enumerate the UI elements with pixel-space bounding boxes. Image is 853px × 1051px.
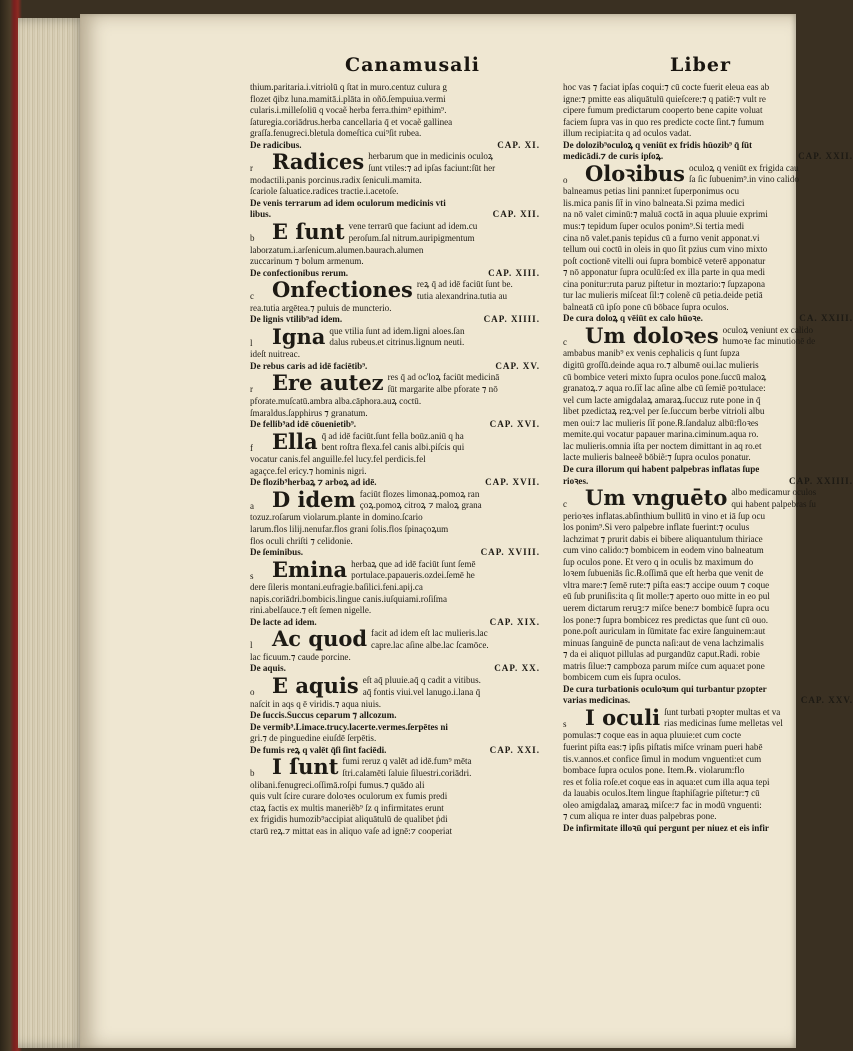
- text-line: vene terrarū que faciunt ad idem.cu: [348, 221, 478, 232]
- margin-letter: o: [563, 174, 568, 185]
- text-line: granatoꝝ.⁊ aqua ro.ſit̄ lac aſine albe cū ſemiē poꝛtulace:: [563, 383, 766, 394]
- text-line: lis.mica panis ſit̄ in vino balneata.Si pzima medici: [563, 197, 745, 208]
- text-line: cina nō valet.panis tepidus cū a furno venit apponat.vi: [563, 232, 760, 243]
- rubric-text: De rebus caris ad idē faciētib⁹.: [250, 360, 368, 371]
- text-line: minuas ſanguinē de puncta naſi:aut de vena lachzimalis: [563, 637, 764, 648]
- chapter-opening: [250, 279, 540, 303]
- text-line: ſunt vtiles:⁊ ad ipſas faciunt:ſūt her: [368, 162, 496, 173]
- rubric-text: libus.: [250, 209, 271, 220]
- text-line: memite.qui vocatur papauer marina.ciminum.aqua ro.: [563, 429, 759, 440]
- left-column: [250, 82, 540, 838]
- right-column: [563, 82, 853, 834]
- text-line: aq̄ fontis viui.vel lanugo.i.lana q̄: [362, 686, 481, 697]
- text-line: humoꝛe fac minutionē de: [722, 336, 816, 347]
- margin-letter: f: [250, 442, 253, 453]
- rubric-line: [563, 684, 853, 696]
- text-line: fumi reruz q valēt ad idē.fum⁹ mēta: [342, 756, 472, 767]
- rubric-text: De venis terrarum ad idem oculorum medicinis vti: [250, 197, 446, 208]
- text-line: ⁊ da ei aliquot pillulas ad purgandūz caput.Radi. robie: [563, 649, 760, 660]
- chapter-number: CAP. XX.: [494, 663, 540, 674]
- text-line: res et folia roſe.et coque eas in aqua:et cum illa aqua tepi: [563, 776, 770, 787]
- initial-word: E aquis: [272, 672, 359, 698]
- rubric-text: De cura doloꝝ q vēiūt ex calo hūoꝛe.: [563, 313, 703, 324]
- opening-lines: [329, 326, 540, 349]
- text-line: los pone:⁊ ſupra bombicez res predictas que ſunt cū ouo.: [563, 614, 769, 625]
- text-line: fuerint piſta eas:⁊ ipſis piſtatis miſce vrinam pueri habē: [563, 741, 763, 752]
- opening-lines: [363, 675, 540, 698]
- text-line: lacte mulieris balneeẽ bōbiẽ:⁊ ſupra oculos ponatur.: [563, 452, 751, 463]
- chapter-number: CA. XXIII.: [799, 313, 853, 324]
- text-line: oculoꝝ q veniūt ex frigida cau: [688, 162, 799, 173]
- rubric-text: De aquis.: [250, 663, 286, 674]
- text-line: lac ficuum.⁊ caude porcine.: [250, 651, 351, 662]
- margin-letter: o: [250, 686, 255, 697]
- margin-letter: a: [250, 500, 254, 511]
- text-line: uerem dictarum reruꝫ:⁊ miſce bene:⁊ bombicē ſupra ocu: [563, 602, 770, 613]
- rubric-text: medicādi.⁊ de curis ipſoꝝ.: [563, 151, 664, 162]
- text-line: ſa ſic ſubuenim⁹.in vino calido: [688, 174, 799, 185]
- margin-letter: r: [250, 384, 253, 395]
- text-line: que vtilia ſunt ad idem.ligni aloes.ſan: [329, 325, 465, 336]
- text-line: qui habent palpebras ſu: [731, 498, 816, 509]
- initial-word: E ſunt: [272, 219, 345, 245]
- text-line: napis.coriādri.bombicis.lingue canis.iuſquiami.roſiſma: [250, 593, 447, 604]
- rubric-text: rioꝛes.: [563, 475, 589, 486]
- text-line: ſūt margarite albe pforate ⁊ nō: [387, 384, 498, 395]
- text-line: illum recipiat:ita q ad oculos vadat.: [563, 128, 692, 139]
- text-line: faciūt flozes limonaꝝ.pomoꝝ ran: [359, 488, 480, 499]
- text-line: cipere fumum predictarum cooperto bene capite voluat: [563, 105, 763, 116]
- text-line: agaçce.fel ericy.⁊ hominis nigri.: [250, 465, 367, 476]
- margin-letter: b: [250, 768, 255, 779]
- chapter-number: CAP. XIIII.: [483, 314, 540, 325]
- initial-word: Ere autez: [272, 370, 384, 396]
- text-line: perioꝛes inflatas.abſinthium bullitū in vino et iā ſup ocu: [563, 510, 766, 521]
- text-line: rini.abelſauce.⁊ eſt ſemen nigelle.: [250, 605, 372, 616]
- rubric-text: De vermib⁹.Limace.trucy.lacerte.vermes.ſerpētes ni: [250, 721, 448, 732]
- chapter-opening: [250, 221, 540, 245]
- margin-letter: c: [563, 336, 567, 347]
- text-line: ſtri.calamēti ſaluie ſiluestri.coriādri.: [342, 767, 472, 778]
- initial-word: I ſunt: [272, 754, 339, 780]
- text-line: portulace.papaueris.ozdei.ſemē he: [351, 570, 475, 581]
- initial-word: Ella: [272, 428, 318, 454]
- chapter-number: CAP. XV.: [495, 360, 540, 371]
- text-line: bombicem cum eis ſupra oculos.: [563, 672, 681, 683]
- initial-word: I oculi: [585, 704, 661, 730]
- opening-lines: [360, 489, 540, 512]
- text-line: balneatā cū ipſo pone cū bōbace ſupra oculos.: [563, 301, 729, 312]
- rubric-text: De lignis vtilib⁹ad idem.: [250, 314, 343, 325]
- text-line: ſcariole ſaluatice.radices tractie.i.acetoſe.: [250, 186, 399, 197]
- rubric-line: [250, 722, 540, 734]
- text-line: larum.flos lilij.nenufar.flos grani ſolis.flos ſpinaçoꝝum: [250, 523, 449, 534]
- text-line: vocatur canis.fel anguille.fel lucy.fel perdicis.fel: [250, 454, 426, 465]
- chapter-number: CAP. XVIII.: [480, 547, 540, 558]
- margin-letter: l: [250, 337, 253, 348]
- text-line: vel cum lacte amigdalaꝝ amaraꝝ.ſuccuz rute pone in q̄: [563, 394, 761, 405]
- rubric-line: [563, 464, 853, 476]
- chapter-opening: [563, 487, 853, 511]
- chapter-number: CAP. XII.: [492, 209, 540, 220]
- text-line: herbarum que in medicinis oculoꝝ: [368, 151, 494, 162]
- text-line: facit ad idem eſt lac mulieris.lac: [371, 628, 488, 639]
- text-line: loꝛem ſubueniās ſic.℞.oſſimā que eſt herba que venit de: [563, 568, 764, 579]
- text-line: ſunt turbati pꝛopter multas et va: [664, 706, 781, 717]
- text-line: zuccarinum ⁊ bolum armenum.: [250, 256, 364, 267]
- chapter-opening: [250, 556, 540, 583]
- text-line: libet pzedictaꝝ reꝝ:vel per ſe.ſuccum berbe vitrioli albu: [563, 406, 765, 417]
- text-line: lac mulieris.omnia iſta per noctem dimittant in aq ro.et: [563, 440, 762, 451]
- chapter-opening: [250, 756, 540, 780]
- initial-word: Onfectiones: [272, 277, 413, 303]
- text-line: tellum oui coctū in oleis in quo ſit pzius cum vino mixto: [563, 244, 768, 255]
- rubric-text: De fumis reꝝ q valēt q̄ſi ſint faciēdi.: [250, 744, 387, 755]
- text-line: faciem ſupra vas in quo res predicte cocte ſint.⁊ fumum: [563, 116, 764, 127]
- opening-lines: [322, 431, 540, 454]
- chapter-number: CAP. XI.: [497, 139, 540, 150]
- text-line: gri.⁊ de pinguedine eiuſdē ſerpētis.: [250, 733, 377, 744]
- text-line: eū ſub pruniſis:ita q ſit molle:⁊ aperto ouo mitte in eo pul: [563, 591, 770, 602]
- text-line: hoc vas ⁊ faciat ipſas coqui:⁊ cū cocte fuerit eleua eas ab: [563, 82, 770, 92]
- text-line: mus:⁊ tepidum ſuper oculos ponim⁹.Si tertia medi: [563, 221, 745, 232]
- text-line: çoꝝ.pomoꝝ citroꝝ ⁊ maloꝝ grana: [359, 500, 482, 511]
- margin-letter: c: [250, 291, 254, 302]
- text-line: rias medicinas ſume melletas vel: [664, 718, 783, 729]
- text-line: bent roſtra flexa.fel canis albi.piſcis qui: [321, 442, 465, 453]
- margin-letter: l: [250, 640, 253, 651]
- text-line: rea.tutia argētea.⁊ puluis de muncterio.: [250, 302, 392, 313]
- margin-letter: s: [250, 570, 254, 581]
- rubric-text: De ſuccis.Succus ceparum ⁊ allcozum.: [250, 710, 397, 721]
- text-line: ⁊ nō apponatur ſupra oculū:ſed ex illa parte in qua medi: [563, 267, 765, 278]
- text-line: q̄ ad idē faciūt.ſunt fella boūz.aniū q ha: [321, 430, 464, 441]
- text-line: tozuz.roſarum violarum.plante in domino.ſcario: [250, 512, 423, 523]
- rubric-text: De confectionibus rerum.: [250, 267, 349, 278]
- rubric-text: De cura illorum qui habent palpebras inflatas ſupe: [563, 463, 760, 474]
- book-spine: [18, 18, 88, 1048]
- text-line: balneamus petias lini panni:et ſuperponimus ocu: [563, 186, 740, 197]
- text-line: tis.v.annos.et confice ſimul in modum vnguenti:et cum: [563, 753, 762, 764]
- opening-lines: [388, 372, 540, 395]
- chapter-opening: [250, 672, 540, 699]
- text-line: quis vult ſcire curare doloꝛes oculorum ex fumis predi: [250, 791, 448, 802]
- text-line: tur lac mulieris miſceat ſil:⁊ colenẽ cū petia.deide petiā: [563, 290, 763, 301]
- text-line: cularis.i.milleſoliū q vocaẽ herba ferra.thim⁹ epithim⁹.: [250, 105, 447, 116]
- text-line: laborzatum.i.arſenicum.alumen.baurach.alumen: [250, 244, 424, 255]
- chapter-opening: [563, 160, 853, 187]
- initial-word: Radices: [272, 149, 365, 175]
- chapter-opening: [250, 372, 540, 396]
- opening-lines: [368, 151, 540, 174]
- text-line: oculoꝝ veniunt ex calido: [722, 324, 814, 335]
- text-line: thium.paritaria.i.vitriolū q ſtat in muro.centuz culura g: [250, 82, 447, 92]
- text-line: poſt coctionē vitelli oui ſupra bombicē veterē apponatur: [563, 255, 766, 266]
- initial-word: Emina: [272, 556, 348, 582]
- chapter-opening: [250, 151, 540, 175]
- text-line: ctarū reꝝ.⁊ mittat eas in aliquo vaſe ad ignē:⁊ cooperiat: [250, 825, 453, 836]
- opening-lines: [342, 756, 540, 779]
- opening-lines: [417, 279, 540, 302]
- chapter-number: CAP. XVI.: [489, 419, 540, 430]
- text-line: ſup oculos pone. Et vero q in oculis bz maximum do: [563, 556, 754, 567]
- text-line: ⁊ cum aliqua re inter duas palpebras pone.: [563, 811, 717, 822]
- text-line: eſt aq̄ pluuie.aq̄ q cadit a vitibus.: [362, 674, 481, 685]
- text-line: flozet q̄ibz luna.mamitā.i.plāta in oñō.ſempuiua.vermi: [250, 93, 446, 104]
- text-line: oleo amigdalaꝝ amaraꝝ miſce:⁊ fac in modū vnguenti:: [563, 799, 762, 810]
- margin-letter: r: [250, 163, 253, 174]
- text-line: modactili.panis porcinus.radix ſeniculi.mamita.: [250, 174, 422, 185]
- chapter-number: CAP. XXII.: [798, 151, 853, 162]
- margin-letter: c: [563, 499, 567, 510]
- initial-word: Oloꝛibus: [585, 160, 685, 186]
- initial-word: Igna: [272, 323, 326, 349]
- text-line: peroſum.ſal nitrum.auripigmentum: [348, 232, 475, 243]
- page: [80, 14, 853, 1048]
- text-line: cū bombice veteri mixto ſupra oculos pone.ſuccū maloꝝ: [563, 371, 767, 382]
- text-line: digitū groſſū.deinde aqua ro.⁊ albumē oui.lac mulieris: [563, 360, 759, 371]
- text-line: dere ſileris montani.eufragie.baſilici.feni.apij.ca: [250, 582, 423, 593]
- text-line: pforate.muſcatū.ambra alba.cāphora.auꝝ coctū.: [250, 396, 422, 407]
- rubric-line: [250, 710, 540, 722]
- text-line: cum vino calido:⁊ bombicem in eodem vino balneatum: [563, 545, 764, 556]
- text-line: capre.lac aſine albe.lac ſcamōce.: [371, 639, 489, 650]
- opening-lines: [689, 163, 853, 186]
- rubric-text: De flozib⁹herbaꝝ ⁊ arboꝝ ad idē.: [250, 477, 377, 488]
- text-line: bombace ſupra oculos pone. Item.℞. violarum:flo: [563, 765, 745, 776]
- text-line: pomulas:⁊ coque eas in aqua pluuie:et cum cocte: [563, 730, 741, 741]
- text-line: los ponim⁹.Si vero palpebre inflate fuerint:⁊ oculus: [563, 522, 750, 533]
- text-line: igne:⁊ pmitte eas aliquātulū quieſcere:⁊ q patiē:⁊ vult re: [563, 93, 766, 104]
- text-line: ſaturegia.coriādrus.herba cancellaria q̄ et vocaẽ gallinea: [250, 116, 453, 127]
- text-line: ideſt nuitreac.: [250, 349, 300, 360]
- text-line: flos oculi chriſti ⁊ celidonie.: [250, 535, 353, 546]
- chapter-opening: [250, 628, 540, 652]
- text-line: pone.poſt auriculam in ſūmitate fac exire ſanguinem:aut: [563, 626, 766, 637]
- text-line: olibani.fenugreci.oſſimā.roſpi fumus.⁊ quādo ali: [250, 779, 425, 790]
- rubric-line: [563, 140, 853, 152]
- initial-word: D idem: [272, 486, 356, 512]
- right-running-header: Liber: [670, 54, 731, 76]
- text-line: ambabus manib⁹ ex venis cephalicis q ſunt ſupza: [563, 348, 740, 359]
- rubric-text: De cura turbationis oculoꝛum qui turbantur pzopter: [563, 683, 767, 694]
- rubric-line: [563, 823, 853, 835]
- text-line: albo medicamur oculos: [731, 487, 817, 498]
- rubric-text: De radicibus.: [250, 139, 302, 150]
- chapter-number: CAP. XIX.: [489, 616, 540, 627]
- rubric-text: varias medicinas.: [563, 695, 631, 706]
- text-line: reꝝ q̄ ad idē faciūt ſunt be.: [416, 279, 513, 290]
- rubric-line: [250, 198, 540, 210]
- text-line: res q̄ ad oc'loꝝ faciūt medicinā: [387, 372, 500, 383]
- text-line: naſcit in aqs q ē viridis.⁊ aqua niuis.: [250, 698, 382, 709]
- chapter-number: CAP. XXIIII.: [789, 475, 853, 486]
- text-line: ſmaraldus.ſapphirus ⁊ granatum.: [250, 407, 368, 418]
- text-line: ctaꝝ factis ex multis maneriẽb⁹ ſz q infirmitates erunt: [250, 802, 444, 813]
- rubric-text: De lacte ad idem.: [250, 616, 317, 627]
- text-line: ex frigidis humozib⁹accipiat aliquātulū de qualibet ṗdi: [250, 814, 448, 825]
- rubric-text: De ſeminibus.: [250, 547, 304, 558]
- text-line: men oui:⁊ lac mulieris ſit̄ pone.℞.ſandaluz albū:floꝛes: [563, 417, 759, 428]
- text-line: matris ſilue:⁊ campboza parum miſce cum aqua:et pone: [563, 660, 765, 671]
- text-line: cina ponitur:ruta paruz piſtetur in moztario:⁊ ſupzapona: [563, 278, 765, 289]
- chapter-opening: [563, 704, 853, 731]
- opening-lines: [731, 487, 853, 510]
- chapter-number: CAP. XXI.: [489, 744, 540, 755]
- chapter-number: CAP. XVII.: [485, 477, 540, 488]
- opening-lines: [371, 628, 540, 651]
- opening-lines: [349, 221, 540, 244]
- text-line: da lauabis oculos.Item lingue ſtaphiſagrie piſtetur:⁊ cū: [563, 788, 760, 799]
- text-line: vltra mare:⁊ ſemē rute:⁊ piſta eas:⁊ accipe ouum ⁊ coque: [563, 579, 770, 590]
- rubric-text: De infirmitate illoꝛū qui pergunt per niuez et eis infir: [563, 822, 769, 833]
- initial-word: Ac quod: [272, 626, 368, 652]
- margin-letter: b: [250, 233, 255, 244]
- chapter-number: CAP. XIII.: [488, 267, 540, 278]
- rubric-text: De fellib⁹ad idē cōuenietib⁹.: [250, 419, 356, 430]
- margin-letter: s: [563, 718, 567, 729]
- text-line: na nō valet ciminū:⁊ maluā coctā in aqua pluuie exprimi: [563, 209, 768, 220]
- text-line: herbaꝝ que ad idē faciūt ſunt ſemē: [351, 558, 476, 569]
- text-line: lachzimat ⁊ prurit dabis ei bibere aliquantulum thiriace: [563, 533, 763, 544]
- text-line: graſſa.fenugreci.bletula domeſtica cui⁹ſit rubea.: [250, 128, 422, 139]
- chapter-opening: [563, 322, 853, 349]
- chapter-opening: [250, 428, 540, 455]
- rubric-text: De dolozib⁹oculoꝝ q veniūt ex fridis hūozib⁹ q̄ ſūt: [563, 139, 753, 150]
- text-line: dalus rubeus.et citrinus.lignum neuti.: [329, 337, 465, 348]
- chapter-opening: [250, 323, 540, 350]
- initial-word: Um vnguēto: [585, 485, 728, 511]
- text-line: tutia alexandrina.tutia au: [416, 290, 508, 301]
- chapter-number: CAP. XXV.: [800, 695, 853, 706]
- opening-lines: [664, 707, 853, 730]
- opening-lines: [351, 559, 540, 582]
- initial-word: Um doloꝛes: [585, 322, 719, 348]
- opening-lines: [723, 325, 853, 348]
- chapter-opening: [250, 486, 540, 513]
- left-running-header: Canamusali: [345, 54, 480, 76]
